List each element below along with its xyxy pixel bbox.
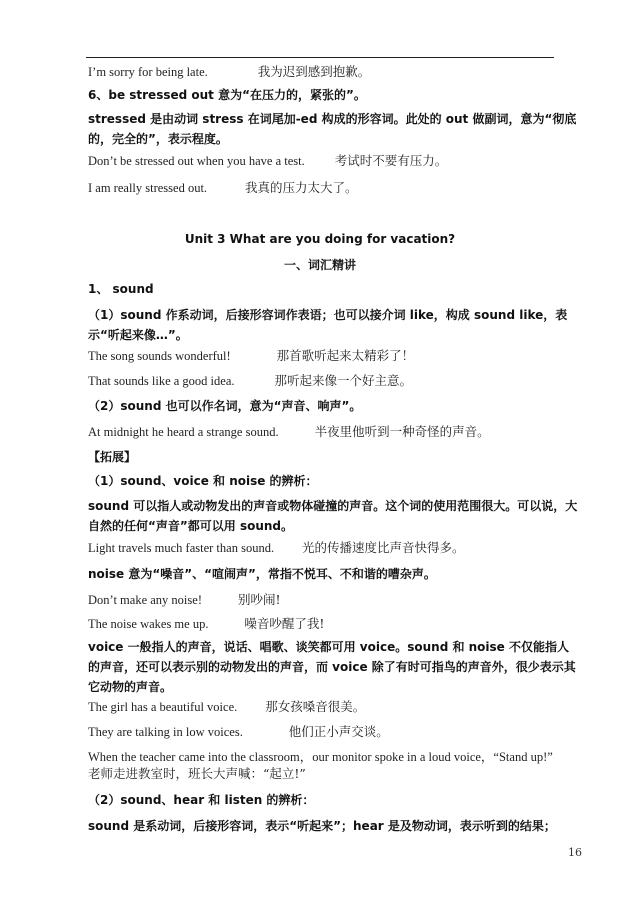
example-sentence [88,592,580,608]
example-en: They are talking in low voices. [88,725,243,739]
example-sentence [88,153,580,169]
example-en: Don’t be stressed out when you have a test. [88,154,305,168]
example-en: When the teacher came into the classroom，our monitor spoke in a loud voice，“Stand up!” [88,750,553,764]
example-en: Light travels much faster than sound. [88,541,275,555]
section-title: 一、词汇精讲 [283,258,356,272]
example-en: The girl has a beautiful voice. [88,700,238,714]
heading-6: 6、be stressed out 意为“在压力的，紧张的”。 [88,88,366,102]
example-sentence [88,348,580,364]
example-sentence [88,616,580,632]
example-en: At midnight he heard a strange sound. [88,425,279,439]
example-zh: 那女孩嗓音很美。 [265,699,366,714]
example-en: The song sounds wonderful! [88,349,231,363]
paragraph-noise: noise 意为“噪音”、“喧闹声”，常指不悦耳、不和谐的嘈杂声。 [88,567,436,581]
example-sentence [88,424,580,440]
example-en: I am really stressed out. [88,181,208,195]
example-sentence [88,540,580,556]
example-zh: 我真的压力太大了。 [245,180,358,195]
example-en: Don’t make any noise! [88,593,202,607]
heading-sound-hear-listen: （2）sound、hear 和 listen 的辨析： [88,793,315,807]
header-rule [86,57,554,58]
example-zh: 我为迟到感到抱歉。 [257,64,371,79]
example-zh: 噪音吵醒了我! [244,616,325,631]
example-zh: 老师走进教室时，班长大声喊：“起立!” [88,766,306,781]
paragraph-voice: voice 一般指人的声音，说话、唱歌、谈笑都可用 voice。sound 和 noise 不仅能指人的声音，还可以表示别的动物发出的声音，而 voice 除了有时可指鸟的声音外，很少表示其它动物的声音。 [88,640,576,694]
paragraph-stressed: stressed 是由动词 stress 在词尾加-ed 构成的形容词。此处的 out 做副词，意为“彻底的，完全的”，表示程度。 [88,112,577,146]
example-en: That sounds like a good idea. [88,374,235,388]
heading-sound-noun: （2）sound 也可以作名词，意为“声音、响声”。 [88,399,362,413]
unit-title: Unit 3 What are you doing for vacation? [184,232,456,246]
paragraph-sound-definition: sound 可以指人或动物发出的声音或物体碰撞的声音。这个词的使用范围很大。可以说，大自然的任何“声音”都可以用 sound。 [88,499,578,533]
example-zh: 他们正小声交谈。 [288,724,389,739]
example-sentence [88,64,580,80]
example-zh: 考试时不要有压力。 [334,153,448,168]
example-sentence [88,373,580,389]
paragraph-sound-linking-verb: （1）sound 作系动词，后接形容词作表语；也可以接介词 like，构成 sound like，表示“听起来像…”。 [88,308,568,342]
example-en: The noise wakes me up. [88,617,209,631]
example-zh: 别吵闹! [237,592,281,607]
extension-label: 【拓展】 [88,450,137,464]
example-sentence-long [88,749,580,765]
example-sentence [88,180,580,196]
heading-1-sound: 1、 sound [88,282,154,296]
example-zh: 那听起来像一个好主意。 [274,373,412,388]
example-translation [88,766,580,782]
paragraph-hear: sound 是系动词，后接形容词，表示“听起来”；hear 是及物动词，表示听到的结果； [88,819,556,833]
example-en: I’m sorry for being late. [88,65,208,79]
example-sentence [88,724,580,740]
example-zh: 光的传播速度比声音快得多。 [302,540,465,555]
heading-sound-voice-noise: （1）sound、voice 和 noise 的辨析： [88,474,318,488]
example-sentence [88,699,580,715]
example-zh: 半夜里他听到一种奇怪的声音。 [314,424,490,439]
page-number: 16 [568,846,582,859]
example-zh: 那首歌听起来太精彩了！ [276,348,415,363]
